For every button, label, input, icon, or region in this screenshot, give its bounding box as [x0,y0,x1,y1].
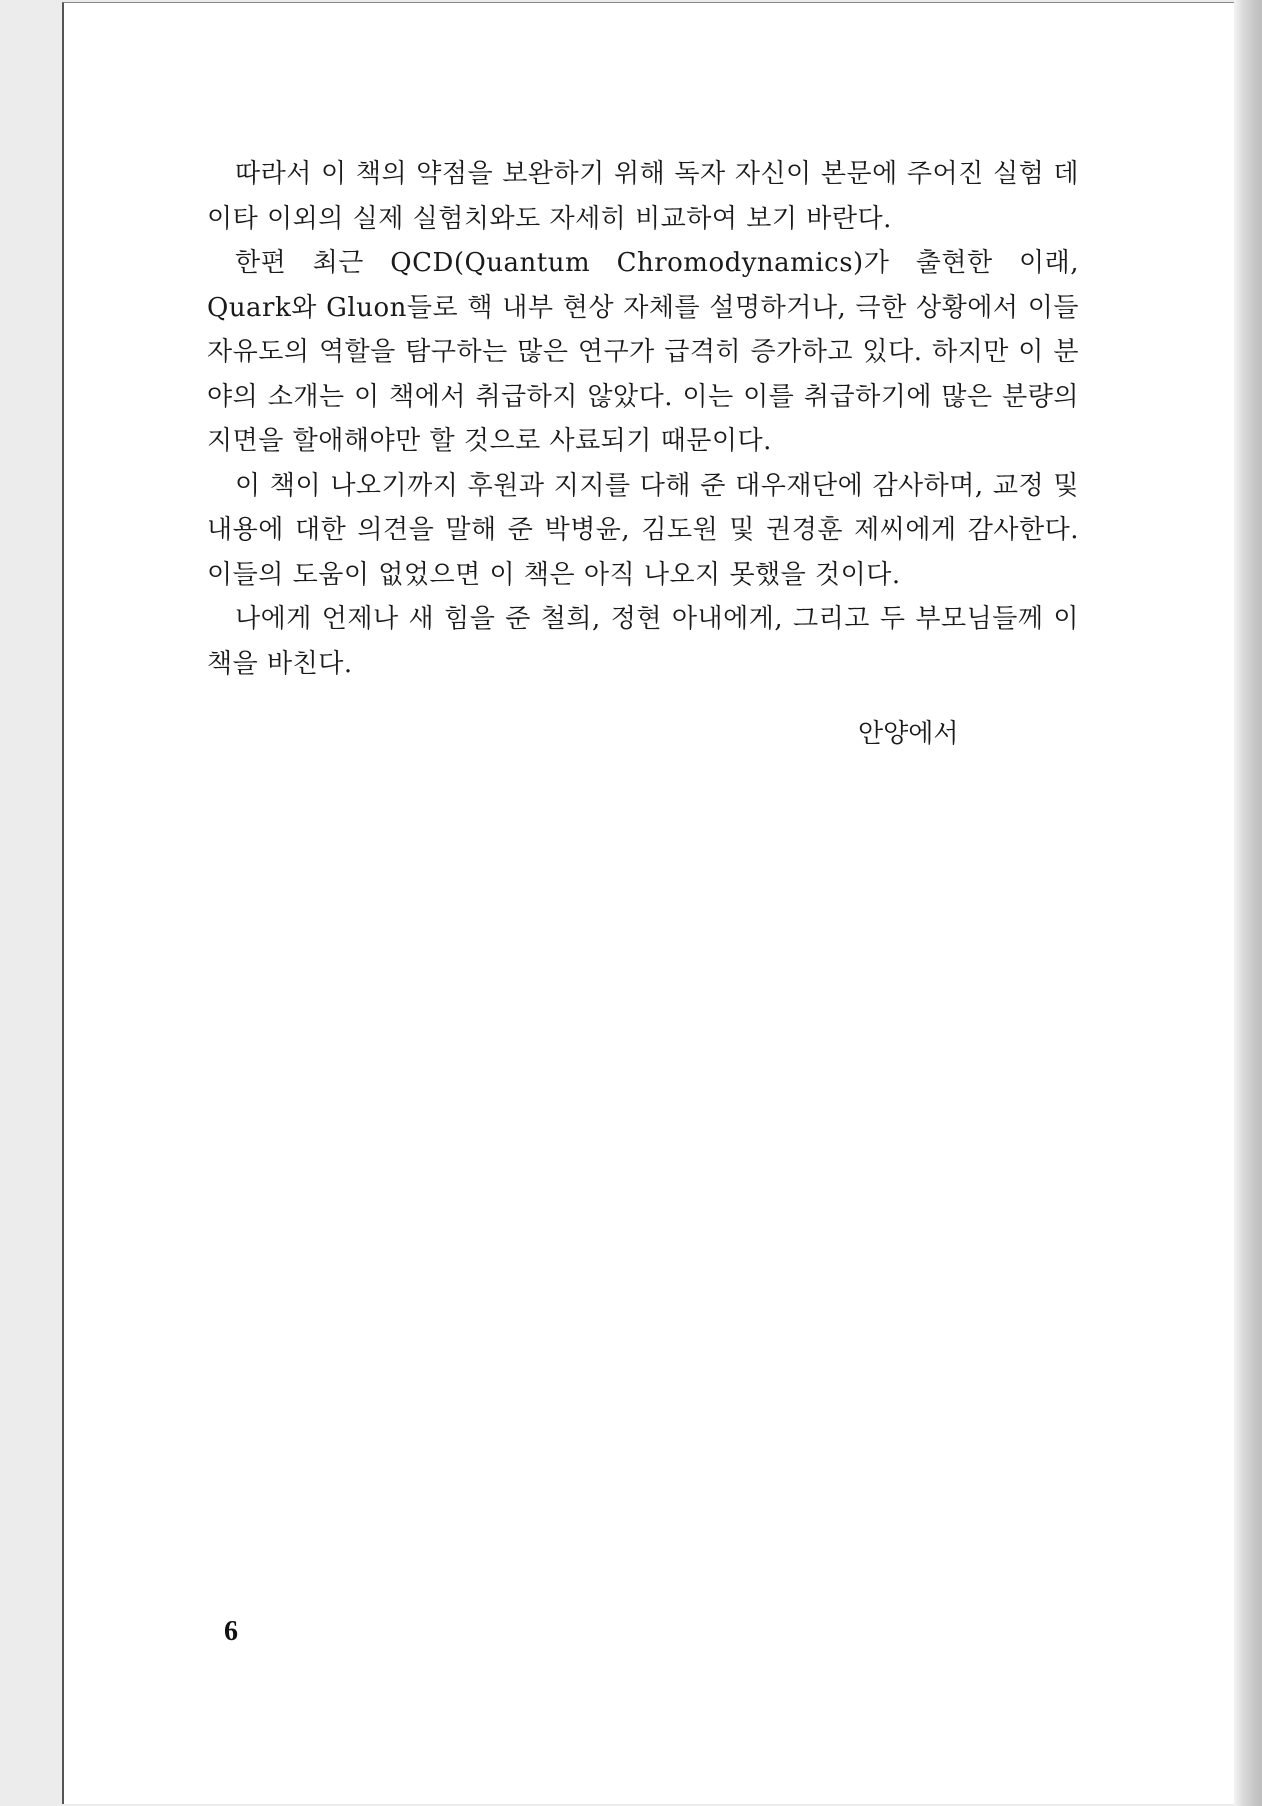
page-edge-shadow [1234,0,1262,1806]
preface-body [207,152,1079,686]
signature-location: 안양에서 [858,719,959,749]
paragraph-4: 나에게 언제나 새 힘을 준 철희, 정현 아내에게, 그리고 두 부모님들께 이 책을 바친다. [207,604,1079,679]
paragraph-3: 이 책이 나오기까지 후원과 지지를 다해 준 대우재단에 감사하며, 교정 및 내용에 대한 의견을 말해 준 박병윤, 김도원 및 권경훈 제씨에게 감사한다. 이들의 도움이 없었으면 이 책은 아직 나오지 못했을 것이다. [207,470,1079,590]
paragraph-2: 한편 최근 QCD(Quantum Chromodynamics)가 출현한 이래, Quark와 Gluon들로 핵 내부 현상 자체를 설명하거나, 극한 상황에서 이들 자유도의 역할을 탐구하는 많은 연구가 급격히 증가하고 있다. 하지만 이 분야의 소개는 이 책에서 취급하지 않았다. 이는 이를 취급하기에 많은 분량의 지면을 할애해야만 할 것으로 사료되기 때문이다. [207,248,1079,456]
page-number: 6 [224,1616,238,1647]
paragraph-1: 따라서 이 책의 약점을 보완하기 위해 독자 자신이 본문에 주어진 실험 데이타 이외의 실제 실험치와도 자세히 비교하여 보기 바란다. [207,159,1079,234]
